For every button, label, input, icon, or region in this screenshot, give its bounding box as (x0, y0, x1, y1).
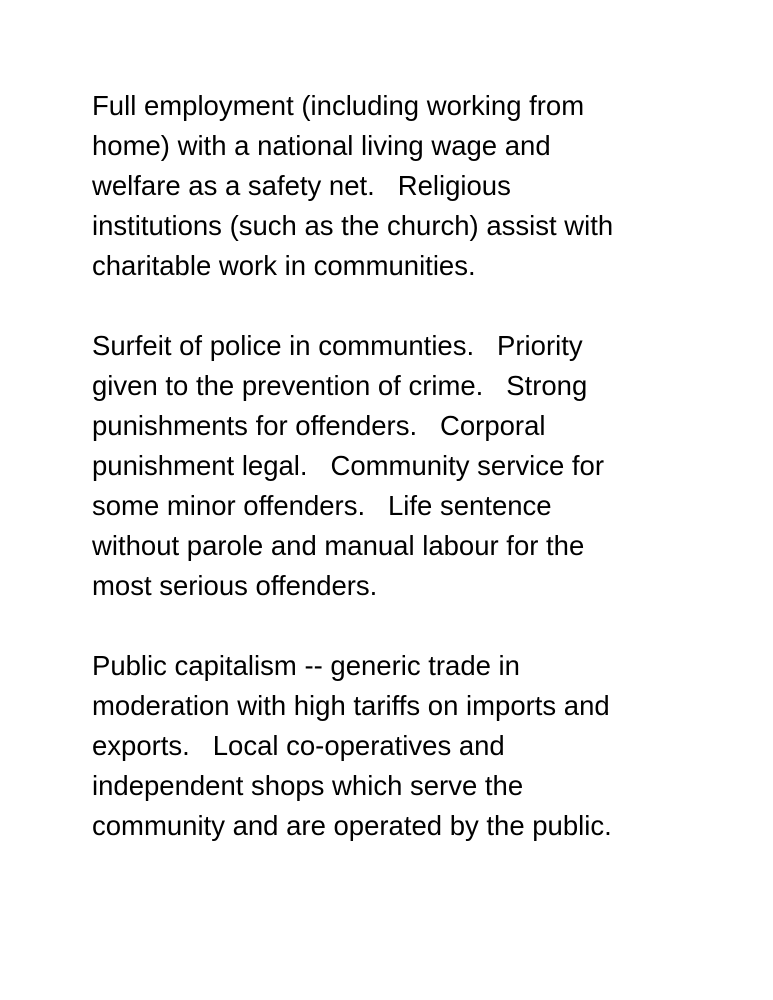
text-line: without parole and manual labour for the (92, 530, 585, 561)
text-line: community and are operated by the public. (92, 810, 612, 841)
text-line: exports. Local co-operatives and (92, 730, 505, 761)
text-line: punishment legal. Community service for (92, 450, 605, 481)
text-line: most serious offenders. (92, 570, 378, 601)
paragraph-police-punishment (92, 326, 713, 606)
text-line: some minor offenders. Life sentence (92, 490, 552, 521)
text-line: punishments for offenders. Corporal (92, 410, 546, 441)
paragraph-employment-welfare (92, 86, 713, 286)
text-line: Public capitalism -- generic trade in (92, 650, 520, 681)
text-line: institutions (such as the church) assist with (92, 210, 614, 241)
text-line: home) with a national living wage and (92, 130, 551, 161)
text-line: charitable work in communities. (92, 250, 476, 281)
text-line: independent shops which serve the (92, 770, 524, 801)
text-line: moderation with high tariffs on imports and (92, 690, 610, 721)
text-line: welfare as a safety net. Religious (92, 170, 511, 201)
text-line: given to the prevention of crime. Strong (92, 370, 588, 401)
text-line: Surfeit of police in communties. Priority (92, 330, 583, 361)
text-line: Full employment (including working from (92, 90, 585, 121)
paragraph-public-capitalism (92, 646, 713, 846)
